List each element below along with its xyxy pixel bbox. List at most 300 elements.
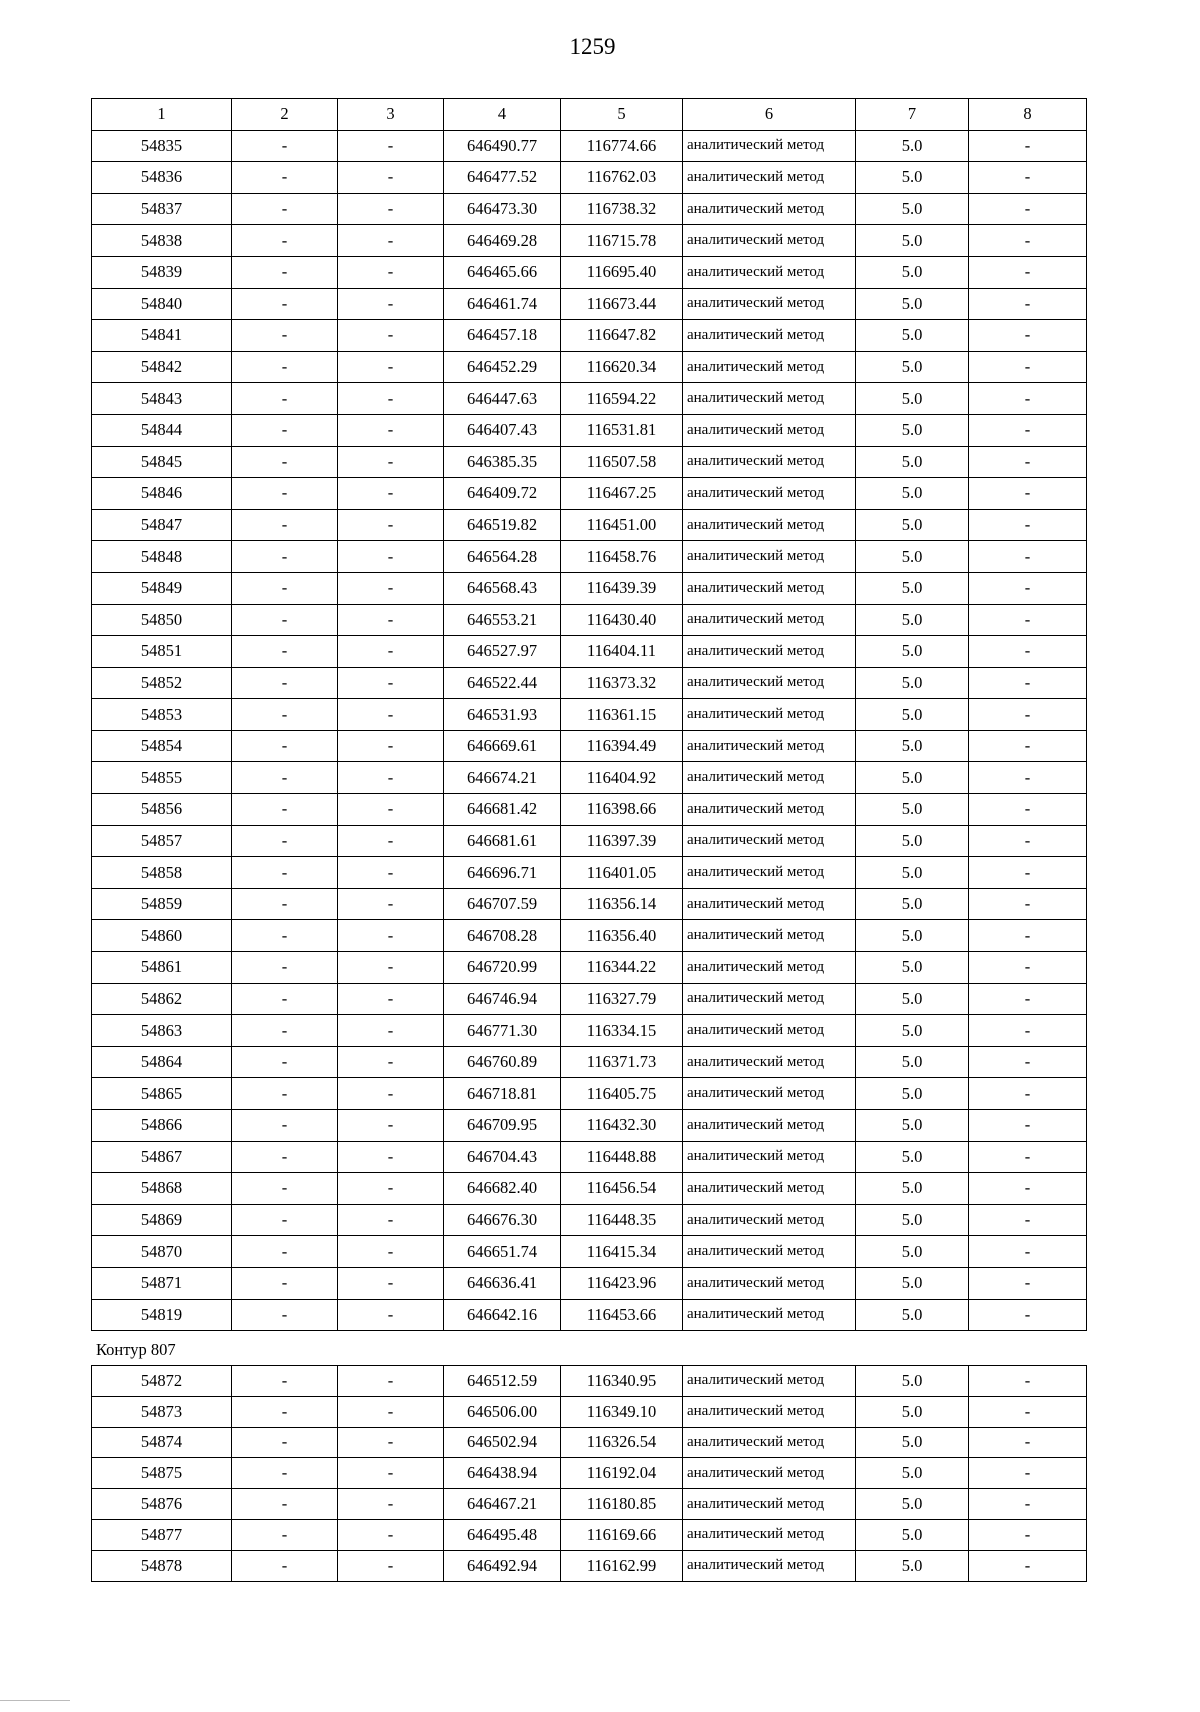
table-cell: 54864	[92, 1046, 232, 1078]
table-cell: 646447.63	[444, 383, 561, 415]
table-cell: 116334.15	[561, 1015, 683, 1047]
table-cell: -	[969, 478, 1087, 510]
table-cell: аналитический метод	[683, 130, 856, 162]
table-cell: -	[969, 825, 1087, 857]
table-cell: -	[338, 667, 444, 699]
table-row	[92, 509, 1087, 541]
table-cell: 5.0	[856, 1519, 969, 1550]
table-cell: 5.0	[856, 699, 969, 731]
table-cell: 646718.81	[444, 1078, 561, 1110]
table-cell: -	[232, 509, 338, 541]
table-cell: 646642.16	[444, 1299, 561, 1331]
table-cell: 646438.94	[444, 1458, 561, 1489]
table-cell: -	[232, 1046, 338, 1078]
table-cell: 5.0	[856, 572, 969, 604]
table-cell: -	[232, 1141, 338, 1173]
table-cell: 5.0	[856, 509, 969, 541]
table-cell: 5.0	[856, 320, 969, 352]
table-cell: 54845	[92, 446, 232, 478]
table-cell: 5.0	[856, 1396, 969, 1427]
table-cell: аналитический метод	[683, 1427, 856, 1458]
table-row	[92, 572, 1087, 604]
table-cell: 646707.59	[444, 888, 561, 920]
column-header: 8	[969, 99, 1087, 131]
table-row	[92, 1366, 1087, 1397]
table-cell: -	[232, 952, 338, 984]
table-row	[92, 1173, 1087, 1205]
table-cell: 54841	[92, 320, 232, 352]
table-row	[92, 699, 1087, 731]
table-cell: 5.0	[856, 888, 969, 920]
table-cell: -	[969, 1396, 1087, 1427]
table-cell: 5.0	[856, 920, 969, 952]
table-cell: 5.0	[856, 446, 969, 478]
table-cell: 116169.66	[561, 1519, 683, 1550]
table-cell: -	[232, 1204, 338, 1236]
table-cell: -	[232, 888, 338, 920]
table-cell: 54876	[92, 1489, 232, 1520]
table-cell: 116620.34	[561, 351, 683, 383]
table-cell: 116439.39	[561, 572, 683, 604]
table-cell: 54846	[92, 478, 232, 510]
table-cell: 5.0	[856, 414, 969, 446]
table-cell: аналитический метод	[683, 541, 856, 573]
table-cell: 5.0	[856, 1427, 969, 1458]
table-row	[92, 1489, 1087, 1520]
table-cell: -	[338, 1519, 444, 1550]
table-cell: 646467.21	[444, 1489, 561, 1520]
table-cell: -	[338, 730, 444, 762]
table-cell: -	[232, 667, 338, 699]
table-cell: -	[338, 794, 444, 826]
table-cell: 646385.35	[444, 446, 561, 478]
table-cell: аналитический метод	[683, 1396, 856, 1427]
table-cell: 646669.61	[444, 730, 561, 762]
table-cell: -	[232, 541, 338, 573]
table-cell: аналитический метод	[683, 572, 856, 604]
table-row	[92, 1550, 1087, 1581]
table-cell: 116673.44	[561, 288, 683, 320]
table-cell: аналитический метод	[683, 825, 856, 857]
table-cell: 116405.75	[561, 1078, 683, 1110]
table-cell: -	[232, 162, 338, 194]
table-cell: 54852	[92, 667, 232, 699]
table-cell: 54861	[92, 952, 232, 984]
table-cell: 646452.29	[444, 351, 561, 383]
table-cell: -	[232, 130, 338, 162]
table-cell: 54877	[92, 1519, 232, 1550]
table-cell: -	[338, 636, 444, 668]
table-row	[92, 288, 1087, 320]
table-cell: -	[232, 794, 338, 826]
table-row	[92, 1267, 1087, 1299]
table-cell: 646564.28	[444, 541, 561, 573]
table-row	[92, 193, 1087, 225]
table-cell: -	[338, 1110, 444, 1142]
table-cell: -	[338, 1299, 444, 1331]
table-row	[92, 952, 1087, 984]
table-cell: 646708.28	[444, 920, 561, 952]
table-cell: аналитический метод	[683, 699, 856, 731]
table-cell: 54871	[92, 1267, 232, 1299]
table-row	[92, 794, 1087, 826]
table-cell: 116507.58	[561, 446, 683, 478]
column-header: 3	[338, 99, 444, 131]
table-cell: 54872	[92, 1366, 232, 1397]
table-cell: -	[338, 1015, 444, 1047]
table-cell: -	[232, 920, 338, 952]
table-cell: аналитический метод	[683, 320, 856, 352]
table-cell: 116327.79	[561, 983, 683, 1015]
table-cell: 646457.18	[444, 320, 561, 352]
table-cell: 646746.94	[444, 983, 561, 1015]
table-cell: -	[338, 1489, 444, 1520]
table-cell: 646651.74	[444, 1236, 561, 1268]
table-cell: аналитический метод	[683, 256, 856, 288]
table-cell: 54858	[92, 857, 232, 889]
table-cell: 116467.25	[561, 478, 683, 510]
table-cell: 646473.30	[444, 193, 561, 225]
table-row	[92, 1110, 1087, 1142]
table-cell: -	[338, 604, 444, 636]
table-cell: -	[338, 256, 444, 288]
table-cell: -	[338, 1550, 444, 1581]
table-row	[92, 1046, 1087, 1078]
table-cell: -	[338, 952, 444, 984]
table-row	[92, 1519, 1087, 1550]
table-cell: 646681.61	[444, 825, 561, 857]
table-cell: аналитический метод	[683, 351, 856, 383]
table-cell: -	[338, 541, 444, 573]
table-cell: -	[232, 1519, 338, 1550]
table-cell: -	[969, 383, 1087, 415]
table-cell: -	[232, 572, 338, 604]
table-cell: -	[338, 857, 444, 889]
table-cell: аналитический метод	[683, 478, 856, 510]
table-cell: аналитический метод	[683, 1299, 856, 1331]
table-row	[92, 1078, 1087, 1110]
table-cell: -	[232, 1458, 338, 1489]
table-cell: -	[338, 920, 444, 952]
table-cell: аналитический метод	[683, 762, 856, 794]
table-cell: 646495.48	[444, 1519, 561, 1550]
table-cell: 646492.94	[444, 1550, 561, 1581]
table-row	[92, 256, 1087, 288]
table-cell: 116373.32	[561, 667, 683, 699]
table-cell: -	[232, 225, 338, 257]
table-cell: аналитический метод	[683, 1141, 856, 1173]
table-cell: -	[232, 1489, 338, 1520]
table-cell: 116448.35	[561, 1204, 683, 1236]
table-row	[92, 888, 1087, 920]
table-row	[92, 1141, 1087, 1173]
table-cell: 54849	[92, 572, 232, 604]
table-cell: аналитический метод	[683, 1046, 856, 1078]
table-cell: 116397.39	[561, 825, 683, 857]
table-cell: 54836	[92, 162, 232, 194]
table-row	[92, 351, 1087, 383]
table-cell: -	[969, 1458, 1087, 1489]
table-row	[92, 983, 1087, 1015]
table-cell: 646709.95	[444, 1110, 561, 1142]
table-cell: аналитический метод	[683, 888, 856, 920]
table-cell: -	[969, 1141, 1087, 1173]
table-cell: 646681.42	[444, 794, 561, 826]
table-cell: аналитический метод	[683, 1458, 856, 1489]
table-row	[92, 162, 1087, 194]
table-cell: -	[969, 888, 1087, 920]
table-cell: -	[338, 1236, 444, 1268]
table-cell: аналитический метод	[683, 1519, 856, 1550]
table-cell: -	[338, 1458, 444, 1489]
table-cell: аналитический метод	[683, 1110, 856, 1142]
table-row	[92, 383, 1087, 415]
table-cell: -	[969, 1267, 1087, 1299]
column-header: 5	[561, 99, 683, 131]
page-number: 1259	[569, 34, 616, 59]
table-cell: 646771.30	[444, 1015, 561, 1047]
table-cell: 116432.30	[561, 1110, 683, 1142]
table-cell: -	[338, 1396, 444, 1427]
table-cell: -	[232, 825, 338, 857]
table-cell: -	[338, 1366, 444, 1397]
table-cell: 5.0	[856, 162, 969, 194]
table-cell: 54875	[92, 1458, 232, 1489]
table-cell: -	[969, 1078, 1087, 1110]
table-cell: аналитический метод	[683, 288, 856, 320]
table-cell: 5.0	[856, 1046, 969, 1078]
column-header: 6	[683, 99, 856, 131]
table-row	[92, 320, 1087, 352]
table-cell: -	[338, 1046, 444, 1078]
table-cell: -	[969, 193, 1087, 225]
table-cell: 116162.99	[561, 1550, 683, 1581]
table-cell: 646461.74	[444, 288, 561, 320]
table-cell: -	[232, 636, 338, 668]
table-cell: -	[232, 351, 338, 383]
coordinates-table	[91, 98, 1086, 1331]
table-cell: -	[338, 478, 444, 510]
table-row	[92, 446, 1087, 478]
table-cell: -	[338, 383, 444, 415]
table-cell: 5.0	[856, 383, 969, 415]
table-cell: 54860	[92, 920, 232, 952]
table-cell: -	[969, 1236, 1087, 1268]
table-cell: аналитический метод	[683, 1366, 856, 1397]
table-cell: 116394.49	[561, 730, 683, 762]
table-cell: -	[232, 762, 338, 794]
table-cell: 54862	[92, 983, 232, 1015]
table-cell: -	[969, 730, 1087, 762]
table-cell: 646720.99	[444, 952, 561, 984]
table-cell: -	[338, 193, 444, 225]
table-cell: 646519.82	[444, 509, 561, 541]
table-row	[92, 825, 1087, 857]
table-cell: -	[969, 130, 1087, 162]
table-cell: аналитический метод	[683, 794, 856, 826]
table-cell: -	[232, 730, 338, 762]
table-cell: аналитический метод	[683, 952, 856, 984]
table-cell: 116192.04	[561, 1458, 683, 1489]
table-row	[92, 1204, 1087, 1236]
table-cell: -	[338, 446, 444, 478]
table-cell: аналитический метод	[683, 446, 856, 478]
table-cell: -	[338, 825, 444, 857]
table-cell: -	[338, 1204, 444, 1236]
column-header: 7	[856, 99, 969, 131]
table-cell: -	[969, 667, 1087, 699]
table-cell: -	[338, 1141, 444, 1173]
table-cell: 116401.05	[561, 857, 683, 889]
table-cell: -	[338, 509, 444, 541]
table-cell: аналитический метод	[683, 983, 856, 1015]
table-cell: 646674.21	[444, 762, 561, 794]
table-cell: 5.0	[856, 1489, 969, 1520]
table-cell: -	[969, 320, 1087, 352]
table-cell: -	[969, 256, 1087, 288]
table-cell: -	[969, 920, 1087, 952]
table-cell: -	[969, 509, 1087, 541]
table-row	[92, 478, 1087, 510]
table-cell: 54838	[92, 225, 232, 257]
table-cell: 54847	[92, 509, 232, 541]
table-cell: -	[232, 1110, 338, 1142]
table-cell: 116456.54	[561, 1173, 683, 1205]
table-cell: -	[969, 288, 1087, 320]
table-cell: -	[969, 952, 1087, 984]
table-cell: -	[232, 1427, 338, 1458]
table-cell: аналитический метод	[683, 1550, 856, 1581]
table-cell: -	[969, 541, 1087, 573]
table-cell: 54868	[92, 1173, 232, 1205]
table-cell: 5.0	[856, 604, 969, 636]
table-cell: 5.0	[856, 351, 969, 383]
table-cell: -	[232, 699, 338, 731]
scan-edge-line	[0, 1700, 70, 1701]
table-cell: 5.0	[856, 1550, 969, 1581]
table-row	[92, 1427, 1087, 1458]
table-cell: 5.0	[856, 1015, 969, 1047]
table-cell: 5.0	[856, 825, 969, 857]
table-cell: 116594.22	[561, 383, 683, 415]
table-cell: -	[232, 288, 338, 320]
table-cell: 54867	[92, 1141, 232, 1173]
table-cell: аналитический метод	[683, 604, 856, 636]
table-cell: аналитический метод	[683, 1236, 856, 1268]
table-cell: 116762.03	[561, 162, 683, 194]
table-cell: -	[969, 1046, 1087, 1078]
table-cell: 646512.59	[444, 1366, 561, 1397]
table-cell: 54850	[92, 604, 232, 636]
table-cell: 646760.89	[444, 1046, 561, 1078]
table-cell: 5.0	[856, 1458, 969, 1489]
table-cell: -	[969, 162, 1087, 194]
table-cell: -	[969, 762, 1087, 794]
table-cell: -	[232, 1078, 338, 1110]
table-cell: 116448.88	[561, 1141, 683, 1173]
contour-label: Контур 807	[96, 1340, 176, 1359]
table-cell: 646409.72	[444, 478, 561, 510]
table-cell: -	[969, 1173, 1087, 1205]
table-cell: 5.0	[856, 1366, 969, 1397]
table-cell: 116404.11	[561, 636, 683, 668]
table-cell: 116715.78	[561, 225, 683, 257]
table-cell: 116344.22	[561, 952, 683, 984]
table-row	[92, 1299, 1087, 1331]
table-cell: 5.0	[856, 667, 969, 699]
table-cell: 116738.32	[561, 193, 683, 225]
table-row	[92, 225, 1087, 257]
table-cell: 5.0	[856, 193, 969, 225]
table-cell: -	[232, 446, 338, 478]
table-cell: -	[232, 383, 338, 415]
table-cell: -	[969, 1366, 1087, 1397]
table-cell: -	[338, 888, 444, 920]
table-cell: аналитический метод	[683, 383, 856, 415]
table-cell: -	[969, 351, 1087, 383]
table-cell: 54878	[92, 1550, 232, 1581]
table-cell: 5.0	[856, 794, 969, 826]
table-cell: -	[232, 857, 338, 889]
table-cell: 5.0	[856, 541, 969, 573]
table-cell: 54843	[92, 383, 232, 415]
table-cell: 54839	[92, 256, 232, 288]
table-cell: -	[232, 193, 338, 225]
table-cell: 5.0	[856, 225, 969, 257]
table-cell: -	[969, 446, 1087, 478]
table-row	[92, 667, 1087, 699]
table-cell: 54865	[92, 1078, 232, 1110]
table-row	[92, 730, 1087, 762]
table-cell: -	[969, 1110, 1087, 1142]
contour-table-body	[92, 1366, 1087, 1582]
table-cell: 116430.40	[561, 604, 683, 636]
table-header-row	[92, 99, 1087, 131]
table-cell: -	[232, 1236, 338, 1268]
table-cell: 116423.96	[561, 1267, 683, 1299]
contour-table	[91, 1365, 1086, 1582]
table-cell: 646568.43	[444, 572, 561, 604]
table-cell: 116404.92	[561, 762, 683, 794]
table-cell: 5.0	[856, 130, 969, 162]
table-cell: -	[969, 1204, 1087, 1236]
table-cell: 646502.94	[444, 1427, 561, 1458]
table-cell: аналитический метод	[683, 1078, 856, 1110]
table-cell: аналитический метод	[683, 730, 856, 762]
table-cell: 5.0	[856, 1173, 969, 1205]
table-cell: -	[969, 1550, 1087, 1581]
table-cell: 116361.15	[561, 699, 683, 731]
table-cell: 116695.40	[561, 256, 683, 288]
table-cell: 5.0	[856, 288, 969, 320]
table-cell: аналитический метод	[683, 1173, 856, 1205]
table-cell: -	[338, 1078, 444, 1110]
table-cell: 116531.81	[561, 414, 683, 446]
table-cell: 5.0	[856, 952, 969, 984]
table-cell: 116398.66	[561, 794, 683, 826]
table-cell: -	[338, 414, 444, 446]
table-cell: 646490.77	[444, 130, 561, 162]
table-cell: 5.0	[856, 1299, 969, 1331]
table-cell: -	[338, 762, 444, 794]
table-cell: 5.0	[856, 857, 969, 889]
table-cell: 54835	[92, 130, 232, 162]
table-cell: -	[969, 636, 1087, 668]
table-cell: 5.0	[856, 1267, 969, 1299]
table-cell: 5.0	[856, 478, 969, 510]
table-cell: 646407.43	[444, 414, 561, 446]
column-header: 4	[444, 99, 561, 131]
